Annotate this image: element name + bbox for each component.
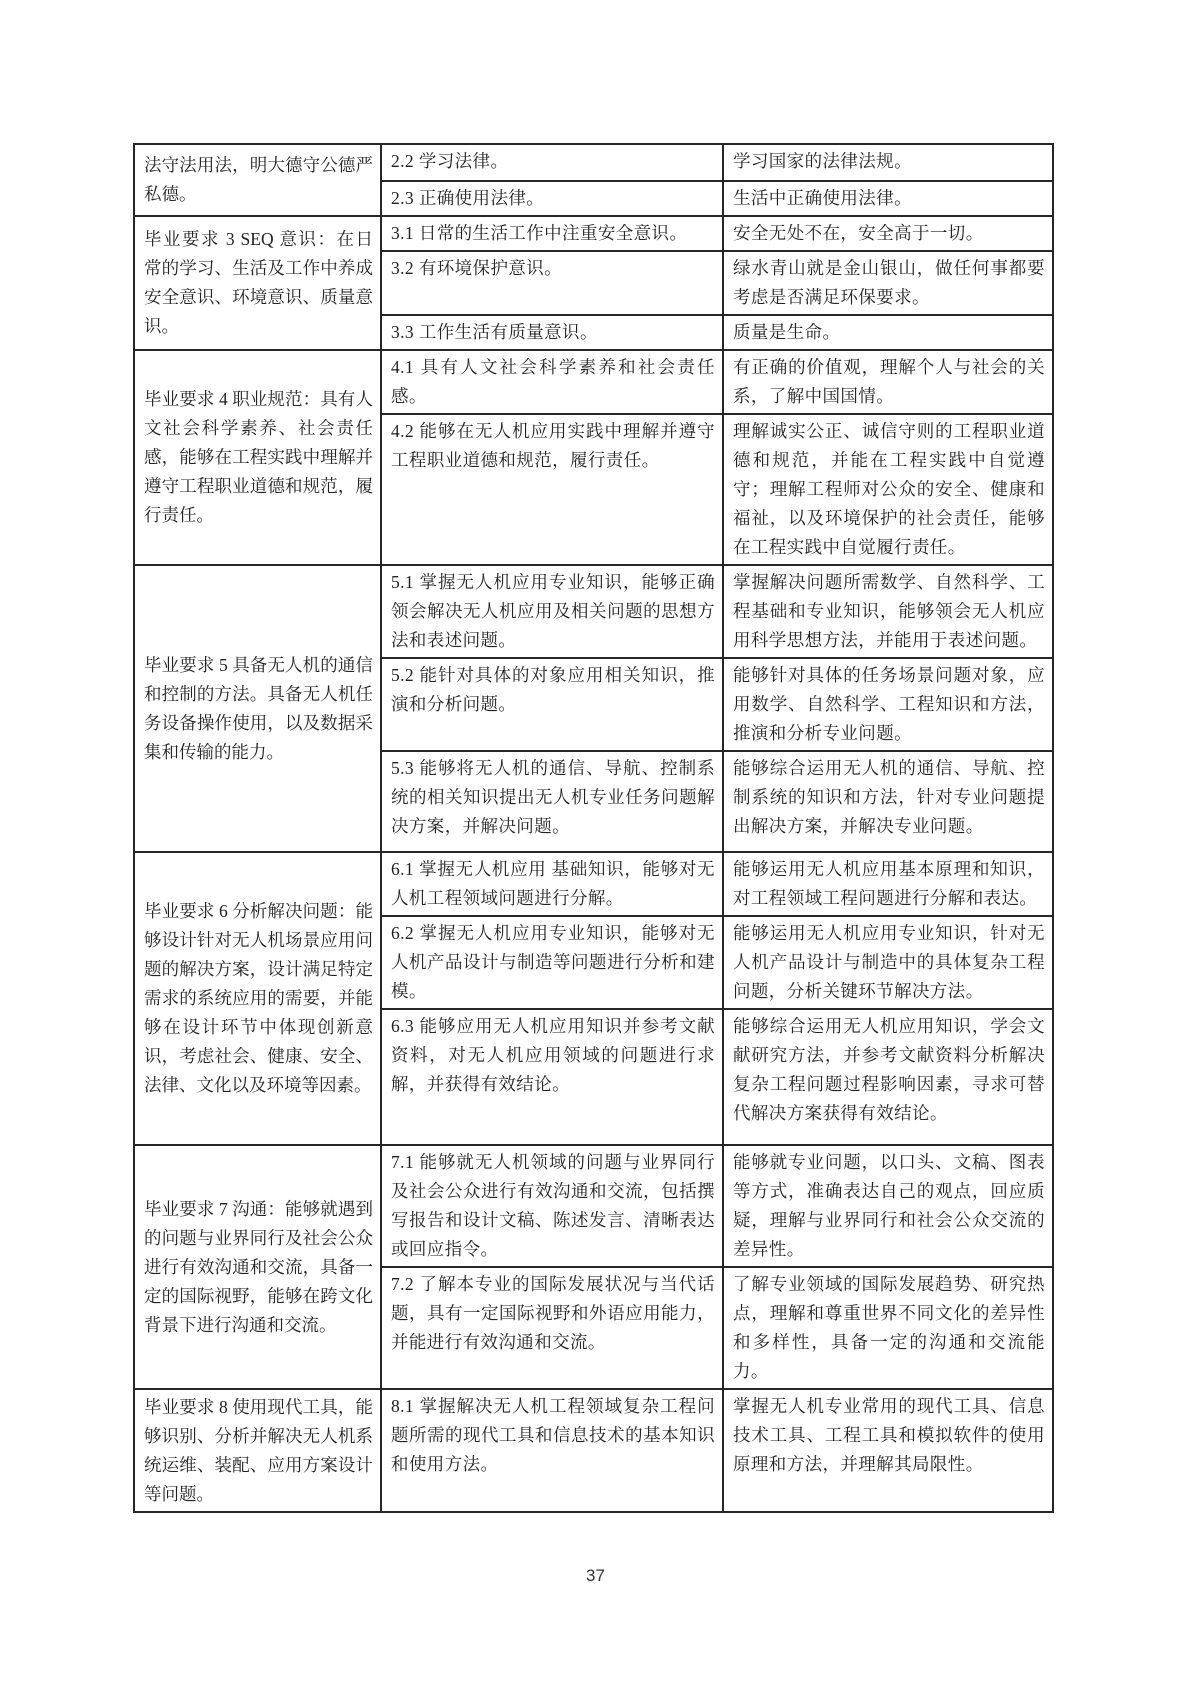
indicator-cell: 6.2 掌握无人机应用专业知识，能够对无人机产品设计与制造等问题进行分析和建模。 [381, 916, 723, 1009]
indicator-cell: 3.3 工作生活有质量意识。 [381, 315, 723, 350]
requirement-cell: 毕业要求 7 沟通：能够就遇到的问题与业界同行及社会公众进行有效沟通和交流，具备一定的国际视野，能够在跨文化背景下进行沟通和交流。 [134, 1145, 381, 1389]
indicator-cell: 3.2 有环境保护意识。 [381, 251, 723, 315]
table-row [134, 1145, 1053, 1267]
indicator-cell: 2.3 正确使用法律。 [381, 181, 723, 216]
indicator-cell: 5.1 掌握无人机应用专业知识，能够正确领会解决无人机应用及相关问题的思想方法和表述问题。 [381, 565, 723, 658]
indicator-cell: 5.2 能针对具体的对象应用相关知识，推演和分析问题。 [381, 658, 723, 751]
description-cell: 能够综合运用无人机的通信、导航、控制系统的知识和方法，针对专业问题提出解决方案，并解决专业问题。 [723, 751, 1053, 852]
description-cell: 能够针对具体的任务场景问题对象，应用数学、自然科学、工程知识和方法，推演和分析专业问题。 [723, 658, 1053, 751]
table-row [134, 216, 1053, 251]
description-cell: 能够综合运用无人机应用知识，学会文献研究方法，并参考文献资料分析解决复杂工程问题过程影响因素，寻求可替代解决方案获得有效结论。 [723, 1009, 1053, 1145]
indicator-cell: 5.3 能够将无人机的通信、导航、控制系统的相关知识提出无人机专业任务问题解决方案，并解决问题。 [381, 751, 723, 852]
indicator-cell: 6.3 能够应用无人机应用知识并参考文献资料，对无人机应用领域的问题进行求解，并获得有效结论。 [381, 1009, 723, 1145]
indicator-cell: 4.2 能够在无人机应用实践中理解并遵守工程职业道德和规范，履行责任。 [381, 414, 723, 565]
description-cell: 能够就专业问题，以口头、文稿、图表等方式，准确表达自己的观点，回应质疑，理解与业界同行和社会公众交流的差异性。 [723, 1145, 1053, 1267]
requirement-cell: 毕业要求 5 具备无人机的通信和控制的方法。具备无人机任务设备操作使用，以及数据采集和传输的能力。 [134, 565, 381, 852]
table-row [134, 565, 1053, 658]
requirement-cell: 毕业要求 8 使用现代工具，能够识别、分析并解决无人机系统运维、装配、应用方案设计等问题。 [134, 1389, 381, 1512]
page-number: 37 [586, 1566, 605, 1585]
description-cell: 绿水青山就是金山银山，做任何事都要考虑是否满足环保要求。 [723, 251, 1053, 315]
indicator-cell: 3.1 日常的生活工作中注重安全意识。 [381, 216, 723, 251]
indicator-cell: 4.1 具有人文社会科学素养和社会责任感。 [381, 350, 723, 414]
description-cell: 掌握无人机专业常用的现代工具、信息技术工具、工程工具和模拟软件的使用原理和方法，并理解其局限性。 [723, 1389, 1053, 1512]
table-row [134, 852, 1053, 916]
indicator-cell: 2.2 学习法律。 [381, 144, 723, 181]
description-cell: 了解专业领域的国际发展趋势、研究热点，理解和尊重世界不同文化的差异性和多样性，具备一定的沟通和交流能力。 [723, 1267, 1053, 1389]
indicator-cell: 7.2 了解本专业的国际发展状况与当代话题，具有一定国际视野和外语应用能力，并能进行有效沟通和交流。 [381, 1267, 723, 1389]
requirement-cell: 毕业要求 6 分析解决问题：能够设计针对无人机场景应用问题的解决方案，设计满足特定需求的系统应用的需要，并能够在设计环节中体现创新意识，考虑社会、健康、安全、法律、文化以及环境等因素。 [134, 852, 381, 1145]
indicator-cell: 6.1 掌握无人机应用 基础知识，能够对无人机工程领域问题进行分解。 [381, 852, 723, 916]
description-cell: 能够运用无人机应用基本原理和知识，对工程领域工程问题进行分解和表达。 [723, 852, 1053, 916]
description-cell: 质量是生命。 [723, 315, 1053, 350]
description-cell: 掌握解决问题所需数学、自然科学、工程基础和专业知识，能够领会无人机应用科学思想方法，并能用于表述问题。 [723, 565, 1053, 658]
description-cell: 生活中正确使用法律。 [723, 181, 1053, 216]
requirement-cell: 毕业要求 4 职业规范：具有人文社会科学素养、社会责任感，能够在工程实践中理解并遵守工程职业道德和规范，履行责任。 [134, 350, 381, 565]
description-cell: 学习国家的法律法规。 [723, 144, 1053, 181]
table-row [134, 350, 1053, 414]
description-cell: 能够运用无人机应用专业知识，针对无人机产品设计与制造中的具体复杂工程问题，分析关键环节解决方法。 [723, 916, 1053, 1009]
indicator-cell: 8.1 掌握解决无人机工程领域复杂工程问题所需的现代工具和信息技术的基本知识和使用方法。 [381, 1389, 723, 1512]
requirement-cell: 毕业要求 3 SEQ 意识：在日常的学习、生活及工作中养成安全意识、环境意识、质量意识。 [134, 216, 381, 350]
description-cell: 安全无处不在，安全高于一切。 [723, 216, 1053, 251]
description-cell: 有正确的价值观，理解个人与社会的关系，了解中国国情。 [723, 350, 1053, 414]
description-cell: 理解诚实公正、诚信守则的工程职业道德和规范，并能在工程实践中自觉遵守；理解工程师对公众的安全、健康和福祉，以及环境保护的社会责任，能够在工程实践中自觉履行责任。 [723, 414, 1053, 565]
indicator-cell: 7.1 能够就无人机领域的问题与业界同行及社会公众进行有效沟通和交流，包括撰写报告和设计文稿、陈述发言、清晰表达或回应指令。 [381, 1145, 723, 1267]
table-row [134, 144, 1053, 181]
requirement-cell: 法守法用法，明大德守公德严私德。 [134, 144, 381, 216]
graduation-requirements-table [133, 143, 1054, 1513]
table-row [134, 1389, 1053, 1512]
